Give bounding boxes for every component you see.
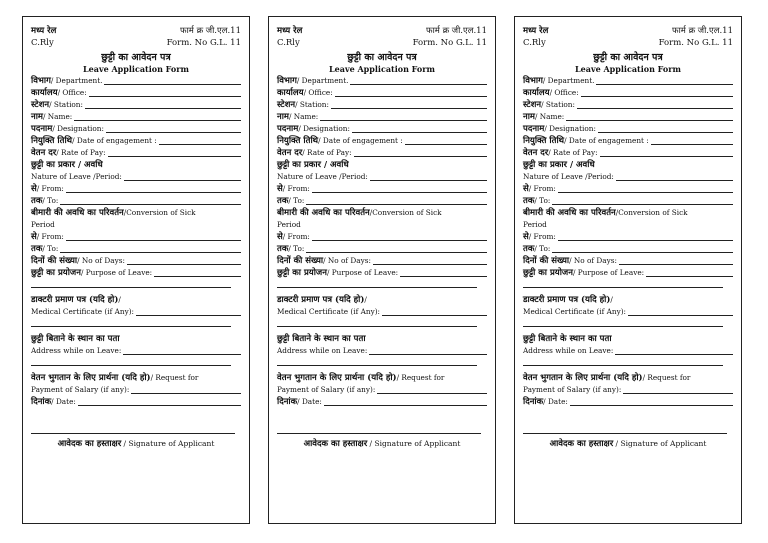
signature-label [277,438,487,449]
from-row [31,183,241,195]
sick-from-label: / From: [282,232,310,241]
sick-from-label: / From: [528,232,556,241]
engagement-label: / Date of engagement : [318,136,403,145]
office-field[interactable] [581,96,733,97]
nature-heading-row [31,159,241,171]
purpose-label: / Purpose of Leave: [80,268,153,277]
salary-row [277,384,487,396]
from-field[interactable] [66,192,241,193]
rate-label: / Rate of Pay: [56,148,106,157]
salary-label-cont: Payment of Salary (if any): [523,385,622,394]
date-label-hindi: दिनांक [31,397,52,407]
salary-heading-row [523,372,733,384]
purpose-field-extra[interactable] [277,279,477,288]
nature-heading-row [523,159,733,171]
to-label: / To: [288,196,305,205]
engagement-label-hindi: नियुक्ति तिथि [277,136,319,146]
address-row [31,345,241,357]
designation-row [31,123,241,135]
nature-label: Nature of Leave /Period: [31,172,122,181]
engagement-row [523,135,733,147]
sick-from-row [523,231,733,243]
period-label: Period [277,220,301,229]
period-label: Period [31,220,55,229]
salary-field[interactable] [623,393,733,394]
medical-field-extra[interactable] [31,318,231,327]
medical-heading-row [31,294,241,306]
salary-label-cont: Payment of Salary (if any): [31,385,130,394]
office-field[interactable] [335,96,487,97]
railway-name-hindi: मध्य रेल [277,26,303,36]
leave-form-2 [268,16,496,524]
to-field[interactable] [552,204,733,205]
form-title-hindi: छुट्टी का आवेदन पत्र [101,52,171,63]
nature-row [31,171,241,183]
office-label-hindi: कार्यालय [277,88,304,98]
from-label-hindi: से [523,184,529,194]
medical-label-hindi: डाक्टरी प्रमाण पत्र (यदि हो) [523,295,611,305]
address-row [523,345,733,357]
sick-label-hindi: बीमारी की अवधि का परिवर्तन [523,208,616,218]
nature-field[interactable] [370,180,487,181]
department-label: / Department. [296,76,349,85]
from-field[interactable] [558,192,733,193]
sick-label-hindi: बीमारी की अवधि का परिवर्तन [277,208,370,218]
sick-row [31,207,241,219]
address-field-extra[interactable] [523,357,723,366]
form-header [277,25,487,37]
from-label: / From: [528,184,556,193]
period-label: Period [523,220,547,229]
days-field[interactable] [619,264,733,265]
engagement-field[interactable] [159,144,241,145]
engagement-row [31,135,241,147]
nature-field[interactable] [124,180,241,181]
salary-label-cont: Payment of Salary (if any): [277,385,376,394]
designation-label-hindi: पदनाम [277,124,299,134]
department-label-hindi: विभाग [523,76,543,86]
sick-to-label: / To: [288,244,305,253]
salary-label: / Request for [396,373,445,382]
salary-field[interactable] [131,393,241,394]
rate-label-hindi: वेतन दर [277,148,303,158]
medical-label: Medical Certificate (if Any): [277,307,381,316]
purpose-field[interactable] [400,276,487,277]
days-label: / No of Days: [77,256,125,265]
form-header [523,25,733,37]
to-label-hindi: तक [31,196,43,206]
sick-from-field[interactable] [558,240,733,241]
nature-row [523,171,733,183]
from-label-hindi: से [31,184,37,194]
purpose-field[interactable] [154,276,241,277]
office-label: / Office: [303,88,333,97]
office-label: / Office: [57,88,87,97]
designation-row [277,123,487,135]
name-label-hindi: नाम [31,112,44,122]
medical-field[interactable] [136,315,241,316]
sick-to-label-hindi: तक [31,244,43,254]
nature-field[interactable] [616,180,733,181]
date-row [277,396,487,408]
sick-from-label-hindi: से [277,232,283,242]
signature-label-english: / Signature of Applicant [613,439,707,448]
railway-name-english: C.Rly [277,38,300,48]
designation-row [523,123,733,135]
form-header [31,25,241,37]
form-title-english: Leave Application Form [575,64,681,74]
rate-field[interactable] [108,156,241,157]
medical-label-slash: / [118,295,121,304]
engagement-field[interactable] [405,144,487,145]
date-row [523,396,733,408]
medical-heading-row [523,294,733,306]
from-label-hindi: से [277,184,283,194]
purpose-label-hindi: छुट्टी का प्रयोजन [277,268,327,278]
address-heading-row [277,333,487,345]
salary-label: / Request for [642,373,691,382]
department-label-hindi: विभाग [277,76,297,86]
station-field[interactable] [577,108,733,109]
address-field[interactable] [615,354,733,355]
office-label-hindi: कार्यालय [523,88,550,98]
name-label: / Name: [43,112,73,121]
salary-heading-row [277,372,487,384]
date-field[interactable] [570,405,733,406]
form-number-english: Form. No G.L. 11 [412,38,487,48]
name-label: / Name: [535,112,565,121]
department-row [523,75,733,87]
date-label: / Date: [543,397,568,406]
rate-label: / Rate of Pay: [302,148,352,157]
station-label: / Station: [49,100,83,109]
purpose-field-extra[interactable] [31,279,231,288]
days-field[interactable] [127,264,241,265]
rate-row [277,147,487,159]
from-row [523,183,733,195]
form-number-hindi: फार्म क्र जी.एल.11 [180,26,241,36]
department-label: / Department. [542,76,595,85]
address-field[interactable] [369,354,487,355]
department-row [31,75,241,87]
from-field[interactable] [312,192,487,193]
rate-field[interactable] [354,156,487,157]
sick-to-label-hindi: तक [523,244,535,254]
designation-label-hindi: पदनाम [523,124,545,134]
station-label-hindi: स्टेशन [31,100,50,110]
office-row [31,87,241,99]
sick-from-label-hindi: से [523,232,529,242]
sick-row [523,207,733,219]
days-row [31,255,241,267]
purpose-field[interactable] [646,276,733,277]
name-row [523,111,733,123]
railway-name-english: C.Rly [31,38,54,48]
name-label-hindi: नाम [277,112,290,122]
days-row [523,255,733,267]
days-label-hindi: दिनों की संख्या [523,256,570,266]
engagement-label-hindi: नियुक्ति तिथि [523,136,565,146]
address-label: Address while on Leave: [523,346,614,355]
name-field[interactable] [566,120,733,121]
name-row [277,111,487,123]
sick-to-field[interactable] [60,252,241,253]
purpose-label: / Purpose of Leave: [572,268,645,277]
signature-field[interactable] [523,432,727,434]
form-header-english [31,37,241,49]
salary-label-hindi: वेतन भुगतान के लिए प्रार्थना (यदि हो) [31,373,151,383]
medical-row [277,306,487,318]
to-label: / To: [42,196,59,205]
address-heading-row [523,333,733,345]
engagement-label: / Date of engagement : [72,136,157,145]
form-title-hindi: छुट्टी का आवेदन पत्र [347,52,417,63]
form-title-english: Leave Application Form [83,64,189,74]
salary-field[interactable] [377,393,487,394]
department-field[interactable] [104,84,241,85]
station-label-hindi: स्टेशन [277,100,296,110]
nature-label: Nature of Leave /Period: [277,172,368,181]
address-label: Address while on Leave: [31,346,122,355]
medical-heading-row [277,294,487,306]
address-label-hindi: छुट्टी बिताने के स्थान का पता [523,334,612,344]
sick-to-label: / To: [42,244,59,253]
medical-row [523,306,733,318]
rate-label: / Rate of Pay: [548,148,598,157]
days-label-hindi: दिनों की संख्या [277,256,324,266]
department-row [277,75,487,87]
form-number-english: Form. No G.L. 11 [658,38,733,48]
department-label: / Department. [50,76,103,85]
medical-label-hindi: डाक्टरी प्रमाण पत्र (यदि हो) [277,295,365,305]
signature-field[interactable] [31,432,235,434]
nature-label: Nature of Leave /Period: [523,172,614,181]
to-label: / To: [534,196,551,205]
leave-form-1 [22,16,250,524]
purpose-label: / Purpose of Leave: [326,268,399,277]
medical-row [31,306,241,318]
station-label-hindi: स्टेशन [523,100,542,110]
form-number-hindi: फार्म क्र जी.एल.11 [426,26,487,36]
medical-field[interactable] [382,315,487,316]
sick-from-row [277,231,487,243]
department-field[interactable] [596,84,733,85]
sick-to-label-hindi: तक [277,244,289,254]
name-label-hindi: नाम [523,112,536,122]
date-row [31,396,241,408]
designation-label: / Designation: [544,124,596,133]
purpose-label-hindi: छुट्टी का प्रयोजन [31,268,81,278]
to-label-hindi: तक [277,196,289,206]
sick-from-label: / From: [36,232,64,241]
address-field[interactable] [123,354,241,355]
salary-row [31,384,241,396]
nature-label-hindi: छुट्टी का प्रकार / अवधि [31,160,103,170]
address-label-hindi: छुट्टी बिताने के स्थान का पता [277,334,366,344]
rate-row [31,147,241,159]
date-field[interactable] [324,405,487,406]
station-label: / Station: [295,100,329,109]
date-label-hindi: दिनांक [277,397,298,407]
office-label: / Office: [549,88,579,97]
form-title-hindi: छुट्टी का आवेदन पत्र [593,52,663,63]
designation-field[interactable] [598,132,733,133]
name-label: / Name: [289,112,319,121]
form-number-hindi: फार्म क्र जी.एल.11 [672,26,733,36]
form-header-english [277,37,487,49]
purpose-label-hindi: छुट्टी का प्रयोजन [523,268,573,278]
leave-form-3 [514,16,742,524]
date-label: / Date: [51,397,76,406]
date-label: / Date: [297,397,322,406]
signature-label [31,438,241,449]
station-row [277,99,487,111]
sick-row [277,207,487,219]
sick-to-label: / To: [534,244,551,253]
signature-label-english: / Signature of Applicant [121,439,215,448]
sick-from-field[interactable] [66,240,241,241]
designation-label: / Designation: [298,124,350,133]
medical-field[interactable] [628,315,733,316]
railway-name-english: C.Rly [523,38,546,48]
purpose-row [523,267,733,279]
railway-name-hindi: मध्य रेल [31,26,57,36]
signature-label-hindi: आवेदक का हस्ताक्षर [303,439,368,449]
medical-label: Medical Certificate (if Any): [31,307,135,316]
medical-label-hindi: डाक्टरी प्रमाण पत्र (यदि हो) [31,295,119,305]
salary-label: / Request for [150,373,199,382]
station-row [523,99,733,111]
purpose-row [277,267,487,279]
from-label: / From: [36,184,64,193]
rate-row [523,147,733,159]
office-row [277,87,487,99]
sick-from-field[interactable] [312,240,487,241]
address-label-hindi: छुट्टी बिताने के स्थान का पता [31,334,120,344]
station-row [31,99,241,111]
department-field[interactable] [350,84,487,85]
designation-field[interactable] [106,132,241,133]
medical-label-slash: / [364,295,367,304]
engagement-field[interactable] [651,144,733,145]
days-field[interactable] [373,264,487,265]
signature-label [523,438,733,449]
railway-name-hindi: मध्य रेल [523,26,549,36]
engagement-row [277,135,487,147]
sick-label: /Conversion of Sick [615,208,688,217]
signature-label-english: / Signature of Applicant [367,439,461,448]
office-row [523,87,733,99]
name-field[interactable] [320,120,487,121]
address-heading-row [31,333,241,345]
days-label: / No of Days: [569,256,617,265]
station-label: / Station: [541,100,575,109]
sick-to-field[interactable] [306,252,487,253]
to-field[interactable] [306,204,487,205]
nature-label-hindi: छुट्टी का प्रकार / अवधि [523,160,595,170]
sick-to-row [277,243,487,255]
medical-label-slash: / [610,295,613,304]
sick-from-label-hindi: से [31,232,37,242]
address-field-extra[interactable] [277,357,477,366]
sick-label-hindi: बीमारी की अवधि का परिवर्तन [31,208,124,218]
form-title-english: Leave Application Form [329,64,435,74]
office-label-hindi: कार्यालय [31,88,58,98]
to-row [277,195,487,207]
address-row [277,345,487,357]
medical-field-extra[interactable] [277,318,477,327]
engagement-label-hindi: नियुक्ति तिथि [31,136,73,146]
name-field[interactable] [74,120,241,121]
sick-label: /Conversion of Sick [369,208,442,217]
to-field[interactable] [60,204,241,205]
signature-label-hindi: आवेदक का हस्ताक्षर [57,439,122,449]
form-header-english [523,37,733,49]
from-label: / From: [282,184,310,193]
date-label-hindi: दिनांक [523,397,544,407]
station-field[interactable] [85,108,241,109]
station-field[interactable] [331,108,487,109]
to-label-hindi: तक [523,196,535,206]
sick-to-row [31,243,241,255]
salary-label-hindi: वेतन भुगतान के लिए प्रार्थना (यदि हो) [523,373,643,383]
purpose-row [31,267,241,279]
designation-field[interactable] [352,132,487,133]
days-row [277,255,487,267]
date-field[interactable] [78,405,241,406]
days-label: / No of Days: [323,256,371,265]
nature-row [277,171,487,183]
signature-label-hindi: आवेदक का हस्ताक्षर [549,439,614,449]
department-label-hindi: विभाग [31,76,51,86]
address-field-extra[interactable] [31,357,231,366]
sick-from-row [31,231,241,243]
salary-label-hindi: वेतन भुगतान के लिए प्रार्थना (यदि हो) [277,373,397,383]
name-row [31,111,241,123]
address-label: Address while on Leave: [277,346,368,355]
nature-heading-row [277,159,487,171]
designation-label-hindi: पदनाम [31,124,53,134]
rate-field[interactable] [600,156,733,157]
designation-label: / Designation: [52,124,104,133]
form-number-english: Form. No G.L. 11 [166,38,241,48]
salary-heading-row [31,372,241,384]
medical-field-extra[interactable] [523,318,723,327]
signature-field[interactable] [277,432,481,434]
nature-label-hindi: छुट्टी का प्रकार / अवधि [277,160,349,170]
salary-row [523,384,733,396]
days-label-hindi: दिनों की संख्या [31,256,78,266]
sick-label: /Conversion of Sick [123,208,196,217]
purpose-field-extra[interactable] [523,279,723,288]
from-row [277,183,487,195]
to-row [31,195,241,207]
sick-to-row [523,243,733,255]
sick-to-field[interactable] [552,252,733,253]
medical-label: Medical Certificate (if Any): [523,307,627,316]
rate-label-hindi: वेतन दर [523,148,549,158]
engagement-label: / Date of engagement : [564,136,649,145]
office-field[interactable] [89,96,241,97]
to-row [523,195,733,207]
rate-label-hindi: वेतन दर [31,148,57,158]
